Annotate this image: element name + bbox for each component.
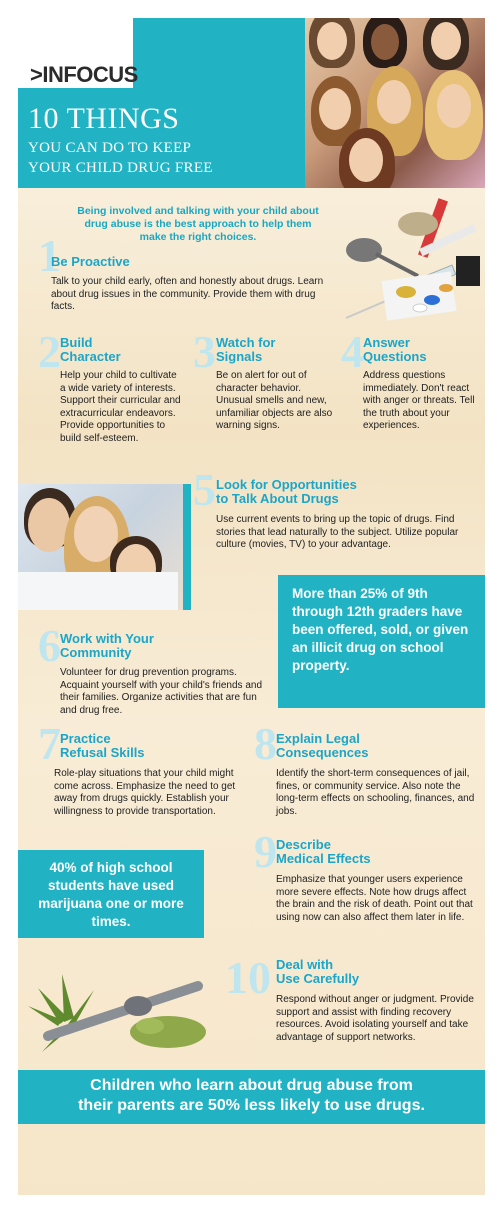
brand-prefix: >: [30, 62, 43, 87]
text-deal-with-use-carefully: Respond without anger or judgment. Provide support and assist with finding recovery resources. Avoid isolating yourself and take advantage of support networks.: [276, 994, 474, 1043]
number-8: 8: [254, 718, 277, 769]
page-subtitle: [28, 138, 213, 178]
heading-deal-with-use-carefully: [276, 958, 359, 986]
heading-line-1: Practice: [60, 731, 111, 746]
heading-practice-refusal-skills: [60, 732, 145, 760]
stat-callout-40-percent: [18, 850, 204, 938]
heading-be-proactive: Be Proactive: [51, 254, 130, 269]
stat-callout-25-percent: [278, 575, 485, 708]
family-photo: [18, 484, 191, 610]
heading-describe-medical-effects: [276, 838, 371, 866]
heading-line-1: Deal with: [276, 957, 334, 972]
subtitle-line-2: YOUR CHILD DRUG FREE: [28, 160, 213, 176]
brand-text: INFOCUS: [42, 62, 138, 87]
heading-line-2: Character: [60, 349, 121, 364]
heading-watch-for-signals: [216, 336, 275, 364]
heading-line-2: Signals: [216, 349, 263, 364]
text-watch-for-signals: Be on alert for out of character behavior. Unusual smells and new, unfamiliar objects are also warning signs.: [216, 370, 333, 431]
number-4: 4: [341, 326, 364, 377]
heading-line-1: Work with Your: [60, 631, 154, 646]
heading-line-2: Refusal Skills: [60, 745, 145, 760]
heading-line-2: Questions: [363, 349, 427, 364]
bottom-banner-text: [18, 1076, 485, 1116]
number-5: 5: [193, 464, 216, 515]
heading-line-2: Use Carefully: [276, 971, 360, 986]
heading-line-1: Describe: [276, 837, 331, 852]
heading-build-character: [60, 336, 121, 364]
infographic-page: [18, 18, 485, 1195]
intro-text: Being involved and talking with your child about drug abuse is the best approach to help them make the right choices.: [77, 205, 319, 243]
heading-line-1: Watch for: [216, 335, 276, 350]
text-be-proactive: Talk to your child early, often and honestly about drugs. Learn about drug issues in the community. Provide them with drug facts.: [51, 276, 324, 312]
number-6: 6: [38, 620, 61, 671]
heading-line-1: Answer: [363, 335, 410, 350]
text-explain-legal-consequences: Identify the short-term consequences of jail, fines, or community service. Also note the long-term effects on schooling, finances, and jobs.: [276, 768, 475, 817]
text-work-with-community: Volunteer for drug prevention programs. Acquaint yourself with your child's friends and their families. Organize activities that are fun and drug free.: [60, 667, 263, 716]
text-answer-questions: Address questions immediately. Don't react with anger or threats. Tell the truth about your experiences.: [363, 370, 475, 431]
number-7: 7: [38, 718, 61, 769]
heading-line-2: to Talk About Drugs: [216, 491, 339, 506]
bottom-line-1: Children who learn about drug abuse from: [90, 1077, 413, 1094]
number-3: 3: [193, 326, 216, 377]
subtitle-line-1: YOU CAN DO TO KEEP: [28, 140, 192, 156]
heading-line-2: Medical Effects: [276, 851, 371, 866]
text-practice-refusal-skills: Role-play situations that your child might come across. Emphasize the need to get away from drugs quickly. Establish your willingness to provide transportation.: [54, 768, 236, 817]
stat-40-text: 40% of high school students have used marijuana one or more times.: [38, 860, 184, 929]
number-10: 10: [225, 952, 271, 1003]
heading-line-1: Explain Legal: [276, 731, 360, 746]
heading-line-1: Build: [60, 335, 93, 350]
heading-work-with-community: [60, 632, 154, 660]
heading-answer-questions: [363, 336, 427, 364]
text-build-character: Help your child to cultivate a wide variety of interests. Support their curricular and extracurricular endeavors. Provide opportunities to build self-esteem.: [60, 370, 181, 444]
number-1: 1: [38, 230, 61, 281]
page-title: 10 THINGS: [28, 102, 180, 135]
heading-line-2: Community: [60, 645, 132, 660]
brand-logo: [30, 62, 138, 88]
drugs-image: [336, 196, 484, 324]
bottom-line-2: their parents are 50% less likely to use drugs.: [78, 1097, 425, 1114]
text-look-for-opportunities: Use current events to bring up the topic of drugs. Find stories that lead naturally to the subject. Utilize popular culture (movies, TV) to your advantage.: [216, 514, 459, 550]
heading-explain-legal-consequences: [276, 732, 368, 760]
text-describe-medical-effects: Emphasize that younger users experience more severe effects. Note how drugs affect the brain and the risk of death. Point out that using now can also affect them later in life.: [276, 874, 473, 923]
stat-25-text: More than 25% of 9th through 12th graders have been offered, sold, or given an illicit drug on school property.: [292, 586, 469, 673]
number-9: 9: [254, 826, 277, 877]
heading-line-2: Consequences: [276, 745, 369, 760]
header-banner: [18, 18, 485, 188]
marijuana-pipe-image: [18, 966, 218, 1058]
heading-look-for-opportunities: [216, 478, 357, 506]
heading-line-1: Look for Opportunities: [216, 477, 357, 492]
number-2: 2: [38, 326, 61, 377]
teens-photo: [305, 18, 485, 188]
